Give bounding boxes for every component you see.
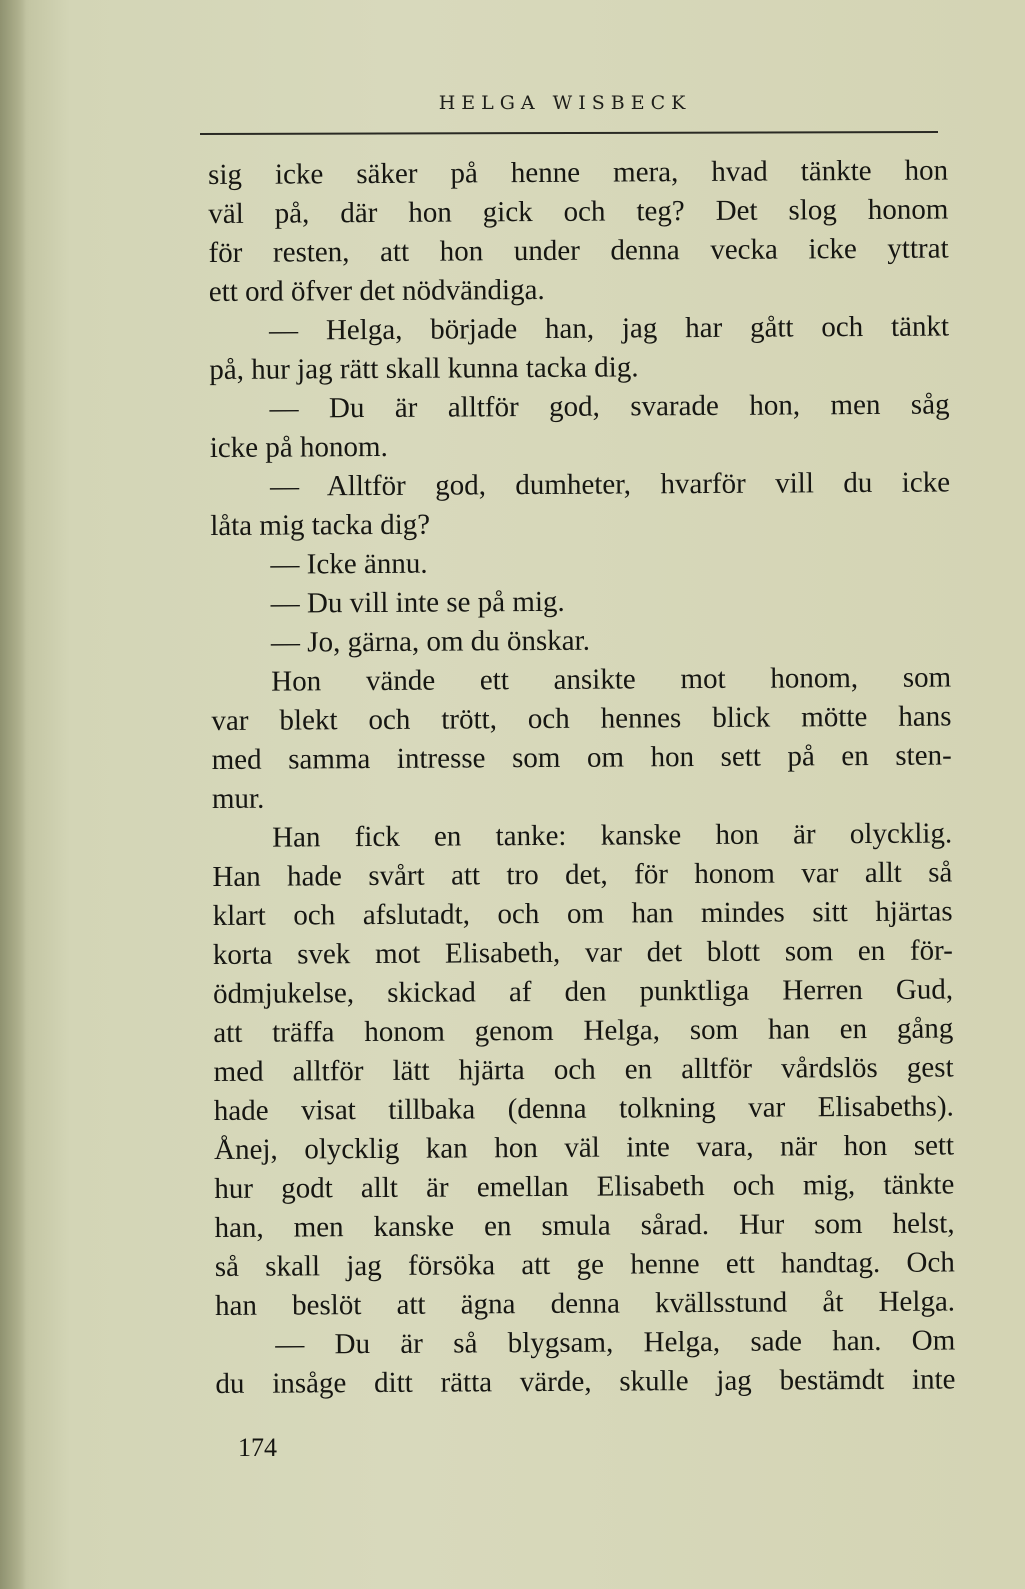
page-number: 174 bbox=[238, 1433, 277, 1462]
text-line: — Du vill inte se på mig. bbox=[270, 585, 565, 620]
spine-shadow bbox=[0, 0, 26, 1589]
text-line: ödmjukelse, skickad af den punktliga Herren Gud, bbox=[213, 973, 954, 1010]
text-line: så skall jag försöka att ge henne ett handtag. Och bbox=[214, 1246, 955, 1283]
text-line: — Jo, gärna, om du önskar. bbox=[270, 624, 591, 659]
text-line: icke på honom. bbox=[209, 430, 388, 464]
text-line: Han fick en tanke: kanske hon är olycklig. bbox=[272, 817, 953, 854]
text-line: mur. bbox=[211, 782, 265, 815]
text-line: — Du är så blygsam, Helga, sade han. Om bbox=[275, 1324, 956, 1361]
text-line: med alltför lätt hjärta och en alltför vårdslös gest bbox=[213, 1051, 954, 1088]
body-text bbox=[208, 151, 956, 1403]
text-line: sig icke säker på henne mera, hvad tänkte hon bbox=[208, 154, 949, 191]
text-line: på, hur jag rätt skall kunna tacka dig. bbox=[209, 351, 639, 386]
header-rule bbox=[200, 131, 938, 135]
text-line: hade visat tillbaka (denna tolkning var Elisabeths). bbox=[213, 1090, 954, 1127]
text-line: Ånej, olycklig kan hon väl inte vara, när hon sett bbox=[213, 1129, 955, 1166]
text-line: låta mig tacka dig? bbox=[210, 508, 431, 542]
text-line: väl på, där hon gick och teg? Det slog honom bbox=[208, 193, 949, 230]
text-line: var blekt och trött, och hennes blick mötte hans bbox=[211, 700, 952, 737]
text-line: — Helga, började han, jag har gått och tänkt bbox=[268, 310, 950, 347]
text-line: han beslöt att ägna denna kvällsstund åt Helga. bbox=[214, 1285, 956, 1322]
text-line: att träffa honom genom Helga, som han en gång bbox=[213, 1012, 954, 1049]
text-line: klart och afslutadt, och om han mindes sitt hjärtas bbox=[212, 895, 953, 932]
text-line: korta svek mot Elisabeth, var det blott som en för- bbox=[212, 934, 953, 971]
text-line: han, men kanske en smula sårad. Hur som helst, bbox=[214, 1207, 955, 1244]
text-line: du insåge ditt rätta värde, skulle jag bestämdt inte bbox=[215, 1363, 956, 1400]
text-line: — Alltför god, dumheter, hvarför vill du icke bbox=[269, 466, 951, 503]
text-line: ett ord öfver det nödvändiga. bbox=[208, 273, 545, 308]
text-line: — Du är alltför god, svarade hon, men såg bbox=[269, 388, 950, 425]
running-head: HELGA WISBECK bbox=[438, 92, 692, 114]
text-line: hur godt allt är emellan Elisabeth och mig, tänkte bbox=[214, 1168, 955, 1205]
text-line: Han hade svårt att tro det, för honom var allt så bbox=[212, 856, 953, 893]
text-line: Hon vände ett ansikte mot honom, som bbox=[271, 661, 952, 698]
text-line: med samma intresse som om hon sett på en sten- bbox=[211, 739, 952, 776]
text-line: för resten, att hon under denna vecka icke yttrat bbox=[208, 232, 949, 269]
text-line: — Icke ännu. bbox=[270, 547, 428, 581]
